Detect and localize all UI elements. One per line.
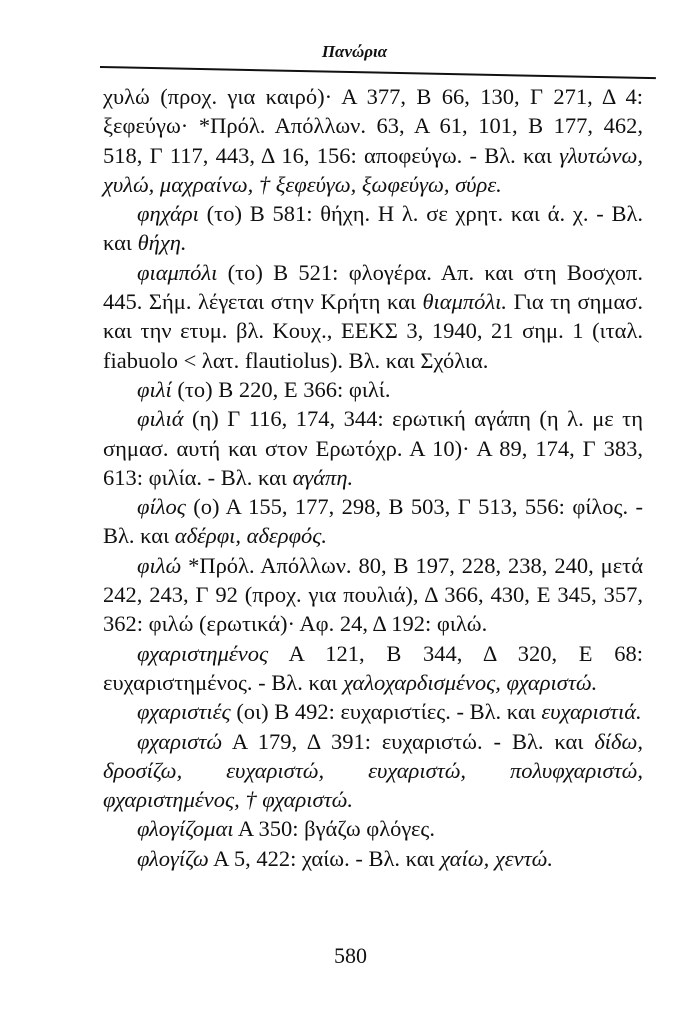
entry-body: (το) Β 521: φλογέρα. Απ. και στη Βοσχοπ. 445. Σήμ. λέγεται στην Κρήτη και [103, 259, 643, 315]
entry-inline-italic: θιαμπόλι. [422, 289, 508, 315]
glossary-entry [103, 844, 643, 873]
page-number: 580 [334, 943, 367, 968]
entry-body: Α 121, Β 344, Δ 320, Ε 68: ευχαριστημένος. - Βλ. και [103, 640, 643, 695]
glossary-entry [103, 375, 643, 404]
entry-headword: φιλί [137, 376, 172, 402]
entry-see-also: αγάπη. [292, 464, 354, 490]
glossary-entry [103, 814, 643, 843]
glossary-text [103, 82, 643, 873]
entry-headword: φίλος [137, 494, 186, 520]
glossary-entry [103, 697, 643, 726]
entry-headword: φιλιά [137, 406, 184, 432]
entry-see-also: χαλοχαρδισμένος, φχαριστώ. [343, 669, 598, 695]
entry-body: Α 179, Δ 391: ευχαριστώ. - Βλ. και [222, 728, 595, 754]
glossary-entry [103, 551, 643, 639]
entry-body: (ο) Α 155, 177, 298, Β 503, Γ 513, 556: φίλος. - Βλ. και [103, 494, 643, 549]
entry-body: *Πρόλ. Απόλλων. 80, Β 197, 228, 238, 240, μετά 242, 243, Γ 92 (προχ. για πουλιά), Δ 366, 430, Ε 345, 357, 362: φιλώ (ερωτικά)· Αφ. 24, Δ 192: φιλώ. [103, 552, 643, 637]
entry-headword: φιαμπόλι [137, 259, 218, 285]
glossary-entry [103, 492, 643, 551]
header-rule [100, 66, 656, 79]
glossary-entry [103, 639, 643, 698]
entry-headword: φχαριστιές [137, 699, 231, 725]
entry-see-also: δίδω, δροσίζω, ευχαριστώ, ευχαριστώ, πολυφχαριστώ, φχαριστημένος, † φχαριστώ. [103, 728, 643, 813]
glossary-entry [103, 727, 643, 815]
entry-headword: φλογίζω [137, 845, 209, 871]
entry-body: (το) Β 220, Ε 366: φιλί. [171, 376, 391, 402]
entry-headword: φχαριστώ [137, 728, 223, 754]
entry-body-continued: Για τη σημασ. και την ετυμ. βλ. Κουχ., ΕΕΚΣ 3, 1940, 21 σημ. 1 (ιταλ. fiabuolo < λατ. flautiolus). Βλ. και Σχόλια. [103, 289, 643, 373]
glossary-entry [103, 404, 643, 492]
entry-see-also: ευχαριστιά. [541, 699, 642, 725]
entry-see-also: αδέρφι, αδερφός. [174, 523, 328, 549]
entry-headword: φιλώ [137, 552, 182, 578]
entry-body: χυλώ (προχ. για καιρό)· Α 377, Β 66, 130, Γ 271, Δ 4: ξεφεύγω· *Πρόλ. Απόλλων. 63, Α 61, 101, Β 177, 462, 518, Γ 117, 443, Δ 16, 156: αποφεύγω. - Βλ. και [103, 84, 643, 168]
entry-headword: φλογίζομαι [137, 816, 234, 842]
entry-body: Α 5, 422: χαίω. - Βλ. και [208, 845, 441, 871]
entry-body: (οι) Β 492: ευχαριστίες. - Βλ. και [230, 699, 542, 725]
entry-body: (η) Γ 116, 174, 344: ερωτική αγάπη (η λ. με τη σημασ. αυτή και στον Ερωτόχρ. Α 10)· Α 89, 174, Γ 383, 613: φιλία. - Βλ. και [103, 406, 643, 490]
glossary-entry [103, 199, 643, 258]
entry-body: Α 350: βγάζω φλόγες. [233, 816, 435, 842]
glossary-entry-continuation [103, 82, 643, 199]
entry-see-also: γλυτώνω, χυλώ, μαχραίνω, † ξεφεύγω, ξωφεύγω, σύρε. [103, 142, 643, 197]
glossary-entry [103, 258, 643, 375]
entry-headword: φηχάρι [137, 201, 199, 227]
running-head: Πανώρια [321, 42, 388, 61]
entry-body: (το) Β 581: θήχη. Η λ. σε χρητ. και ά. χ. - Βλ. και [103, 201, 643, 256]
entry-see-also: χαίω, χεντώ. [440, 845, 553, 871]
entry-see-also: θήχη. [137, 230, 187, 256]
entry-headword: φχαριστημένος [137, 640, 269, 666]
